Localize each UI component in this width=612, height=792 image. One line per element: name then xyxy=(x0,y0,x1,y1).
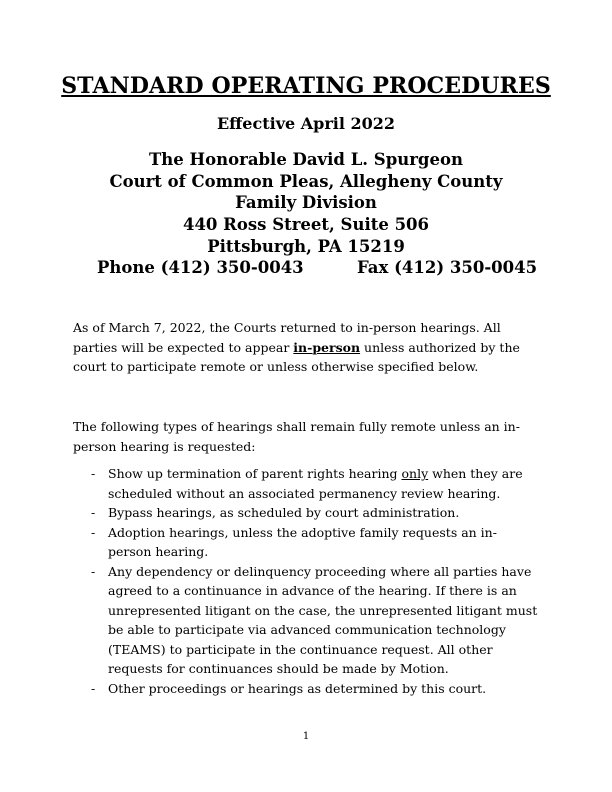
list-bullet: - xyxy=(91,680,96,696)
list-item xyxy=(0,503,538,523)
remote-lead-paragraph: The following types of hearings shall remain fully remote unless an in-person hearing is requested: xyxy=(73,419,520,454)
intro-text-after: unless authorized by the court to participate remote or unless otherwise specified below. xyxy=(73,339,520,374)
page-number: 1 xyxy=(302,731,310,742)
list-bullet: - xyxy=(91,563,96,579)
item-text: Other proceedings or hearings as determined by this court. xyxy=(108,680,487,696)
division-name: Family Division xyxy=(235,193,377,212)
intro-paragraph xyxy=(73,318,543,377)
item-emphasis: only xyxy=(401,466,429,481)
item-text: Adoption hearings, unless the adoptive family requests an in-person hearing. xyxy=(108,524,497,559)
document-title: STANDARD OPERATING PROCEDURES xyxy=(61,73,551,99)
item-text-after: when they are scheduled without an associated permanency review hearing. xyxy=(108,466,523,501)
fax-number: Fax (412) 350-0045 xyxy=(357,258,538,277)
remote-hearing-list xyxy=(0,464,538,698)
list-bullet: - xyxy=(91,505,96,520)
list-bullet: - xyxy=(91,466,96,481)
phone-number: Phone (412) 350-0043 xyxy=(97,258,304,277)
effective-date: Effective April 2022 xyxy=(216,114,396,133)
item-text-before: Show up termination of parent rights hearing xyxy=(108,466,402,481)
list-bullet: - xyxy=(91,524,96,540)
intro-text-before: As of March 7, 2022, the Courts returned to in-person hearings. All parties will be expected to appear xyxy=(73,320,501,355)
court-name: Court of Common Pleas, Allegheny County xyxy=(109,172,503,191)
judge-name: The Honorable David L. Spurgeon xyxy=(149,150,463,169)
list-item xyxy=(0,679,538,699)
item-text: Bypass hearings, as scheduled by court administration. xyxy=(108,505,460,520)
item-text: Any dependency or delinquency proceeding where all parties have agreed to a continuance in advance of the hearing. If there is an unrepresented litigant on the case, the unrepresented litigant must be able to participate via advanced communication technology (TEAMS) to participate in the continuance request. All other requests for continuances should be made by Motion. xyxy=(108,563,538,676)
intro-emphasis: in-person xyxy=(293,339,361,355)
street-address: 440 Ross Street, Suite 506 xyxy=(182,215,430,234)
list-item xyxy=(0,464,538,503)
list-item xyxy=(0,523,538,562)
list-item xyxy=(0,562,538,679)
city-address: Pittsburgh, PA 15219 xyxy=(207,237,405,256)
